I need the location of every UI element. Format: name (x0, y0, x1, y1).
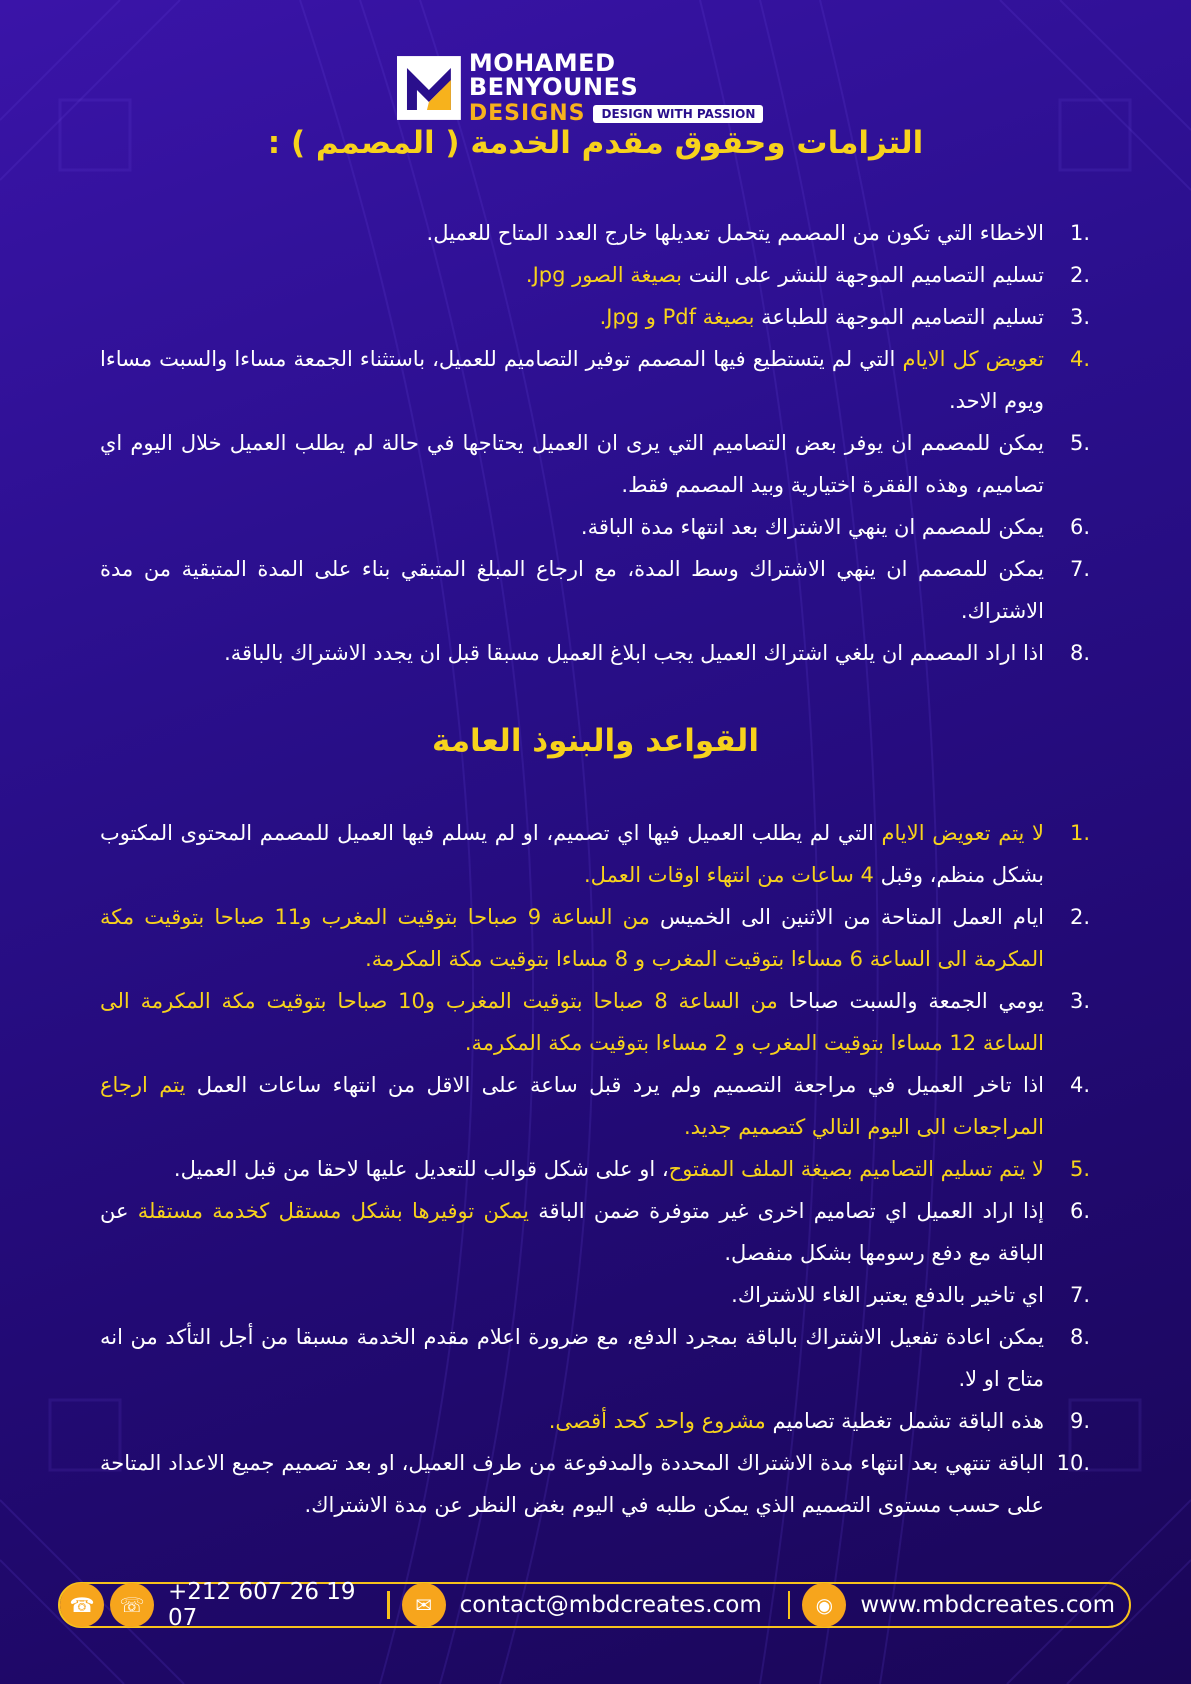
section1-list (100, 212, 1090, 674)
email-address[interactable]: contact@mbdcreates.com (459, 1592, 762, 1618)
list-item (100, 422, 1090, 506)
list-item (100, 1148, 1090, 1190)
list-item (100, 1064, 1090, 1148)
item-text (100, 980, 1044, 1064)
item-text (100, 296, 1044, 338)
item-number: 6. (1069, 1199, 1090, 1223)
item-text (100, 1064, 1044, 1148)
highlighted-text: يمكن توفيرها بشكل مستقل كخدمة مستقلة (137, 1199, 530, 1223)
item-text (100, 1190, 1044, 1274)
item-text-part: يمكن اعادة تفعيل الاشتراك بالباقة بمجرد الدفع، مع ضرورة اعلام مقدم الخدمة مسبقا من أجل التأكد من انه متاح او لا. (100, 1325, 1044, 1391)
item-text (100, 338, 1044, 422)
highlighted-text: يتم ارجاع المراجعات الى اليوم التالي كتصميم جديد. (100, 1073, 1044, 1139)
list-item (100, 296, 1090, 338)
whatsapp-icon[interactable]: ☏ (110, 1583, 154, 1627)
highlighted-text: تعويض كل الايام (902, 347, 1044, 371)
item-text (100, 1400, 1044, 1442)
item-number: 5. (1069, 1157, 1090, 1181)
item-text (100, 896, 1044, 980)
item-text (100, 548, 1044, 632)
item-number: 7. (1069, 1283, 1090, 1307)
item-number: 1. (1069, 221, 1090, 245)
highlighted-text: من الساعة 9 صباحا بتوقيت المغرب و11 صباحا بتوقيت مكة المكرمة الى الساعة 6 مساءا بتوقيت المغرب و 8 مساءا بتوقيت مكة المكرمة. (100, 905, 1044, 971)
item-text-part: الباقة تنتهي بعد انتهاء مدة الاشتراك المحددة والمدفوعة من طرف العميل، او بعد تصميم جميع الاعداد المتاحة على حسب مستوى التصميم الذي يمكن طلبه في اليوم بغض النظر عن مدة الاشتراك. (100, 1451, 1044, 1517)
item-number: 5. (1069, 431, 1090, 455)
item-text (100, 1316, 1044, 1400)
item-text (100, 812, 1044, 896)
globe-icon[interactable]: ◉ (802, 1583, 846, 1627)
list-item (100, 548, 1090, 632)
item-text-part: عن الباقة مع دفع رسومها بشكل منفصل. (100, 1199, 1044, 1265)
item-text-part: الاخطاء التي تكون من المصمم يتحمل تعديلها خارج العدد المتاح للعميل. (426, 221, 1044, 245)
highlighted-text: بصيغة Pdf و Jpg. (599, 305, 755, 329)
item-text-part: اي تاخير بالدفع يعتبر الغاء للاشتراك. (731, 1283, 1044, 1307)
list-item (100, 1274, 1090, 1316)
highlighted-text: بصيغة الصور Jpg. (525, 263, 683, 287)
section2-list (100, 812, 1090, 1526)
item-text-part: تسليم التصاميم الموجهة للنشر على النت (682, 263, 1044, 287)
item-number: 8. (1069, 641, 1090, 665)
item-text (100, 422, 1044, 506)
list-item (100, 1400, 1090, 1442)
item-number: 8. (1069, 1325, 1090, 1349)
list-item (100, 506, 1090, 548)
item-text (100, 1442, 1044, 1526)
divider (387, 1591, 390, 1619)
item-text-part: يمكن للمصمم ان يوفر بعض التصاميم التي يرى ان العميل يحتاجها في حالة لم يطلب العميل خلال اليوم اي تصاميم، وهذه الفقرة اختيارية وبيد المصمم فقط. (100, 431, 1044, 497)
item-number: 7. (1069, 557, 1090, 581)
item-text-part: اذا اراد المصمم ان يلغي اشتراك العميل يجب ابلاغ العميل مسبقا قبل ان يجدد الاشتراك بالباقة. (224, 641, 1044, 665)
item-text-part: اذا تاخر العميل في مراجعة التصميم ولم يرد قبل ساعة على الاقل من انتهاء ساعات العمل (185, 1073, 1044, 1097)
email-icon[interactable]: ✉ (402, 1583, 446, 1627)
item-text (100, 506, 1044, 548)
list-item (100, 254, 1090, 296)
item-text-part: ايام العمل المتاحة من الاثنين الى الخميس (649, 905, 1044, 929)
item-text-part: يمكن للمصمم ان ينهي الاشتراك بعد انتهاء مدة الباقة. (580, 515, 1044, 539)
item-text-part: يمكن للمصمم ان ينهي الاشتراك وسط المدة، مع ارجاع المبلغ المتبقي بناء على المدة المتبقية من مدة الاشتراك. (100, 557, 1044, 623)
item-number: 4. (1069, 1073, 1090, 1097)
section2-title: القواعد والبنوذ العامة (432, 723, 759, 759)
item-text-part: يومي الجمعة والسبت صباحا (777, 989, 1044, 1013)
item-text (100, 1274, 1044, 1316)
list-item (100, 632, 1090, 674)
phone-icon[interactable]: ☎ (60, 1583, 104, 1627)
item-text-part: التي لم يتستطيع فيها المصمم توفير التصاميم للعميل، باستثناء الجمعة مساءا والسبت مساءا ويوم الاحد. (100, 347, 1044, 413)
brand-logo (397, 49, 793, 126)
highlighted-text: لا يتم تسليم التصاميم بصيغة الملف المفتوح (668, 1157, 1044, 1181)
item-number: 3. (1069, 989, 1090, 1013)
list-item (100, 338, 1090, 422)
highlighted-text: لا يتم تعويض الايام (881, 821, 1044, 845)
logo-mark-icon (397, 56, 461, 120)
item-number: 6. (1069, 515, 1090, 539)
item-text (100, 1148, 1044, 1190)
highlighted-text: من الساعة 8 صباحا بتوقيت المغرب و10 صباحا بتوقيت مكة المكرمة الى الساعة 12 مساءا بتوقيت المغرب و 2 مساءا بتوقيت مكة المكرمة. (100, 989, 1044, 1055)
list-item (100, 812, 1090, 896)
list-item (100, 896, 1090, 980)
list-item (100, 1316, 1090, 1400)
logo-name: MOHAMED BENYOUNES (468, 49, 639, 101)
item-number: 2. (1069, 905, 1090, 929)
highlighted-text: 4 ساعات من انتهاء اوقات العمل. (583, 863, 874, 887)
item-text-part: التي لم يطلب العميل فيها اي تصميم، او لم يسلم فيها العميل للمصمم المحتوى المكتوب بشكل منظم، وقبل (100, 821, 1044, 887)
item-text (100, 254, 1044, 296)
item-text-part: هذه الباقة تشمل تغطية تصاميم (765, 1409, 1044, 1433)
item-number: 4. (1069, 347, 1090, 371)
item-number: 2. (1069, 263, 1090, 287)
phone-number[interactable]: +212 607 26 19 07 (168, 1579, 356, 1631)
list-item (100, 1442, 1090, 1526)
item-number: 9. (1069, 1409, 1090, 1433)
highlighted-text: مشروع واحد كحد أقصى. (548, 1409, 766, 1433)
logo-designs: DESIGNS (468, 101, 586, 126)
item-text-part: إذا اراد العميل اي تصاميم اخرى غير متوفرة ضمن الباقة (529, 1199, 1044, 1223)
list-item (100, 980, 1090, 1064)
list-item (100, 1190, 1090, 1274)
divider (788, 1591, 791, 1619)
item-text (100, 632, 1044, 674)
item-text-part: تسليم التصاميم الموجهة للطباعة (754, 305, 1044, 329)
logo-tagline: DESIGN WITH PASSION (593, 105, 763, 123)
item-text (100, 212, 1044, 254)
item-number: 10. (1056, 1451, 1090, 1475)
item-number: 3. (1069, 305, 1090, 329)
contact-footer (58, 1579, 1131, 1631)
item-text-part: ، او على شكل قوالب للتعديل عليها لاحقا من قبل العميل. (173, 1157, 669, 1181)
section1-title: التزامات وحقوق مقدم الخدمة ( المصمم ) : (267, 125, 924, 161)
item-number: 1. (1069, 821, 1090, 845)
list-item (100, 212, 1090, 254)
website-link[interactable]: www.mbdcreates.com (860, 1592, 1115, 1618)
